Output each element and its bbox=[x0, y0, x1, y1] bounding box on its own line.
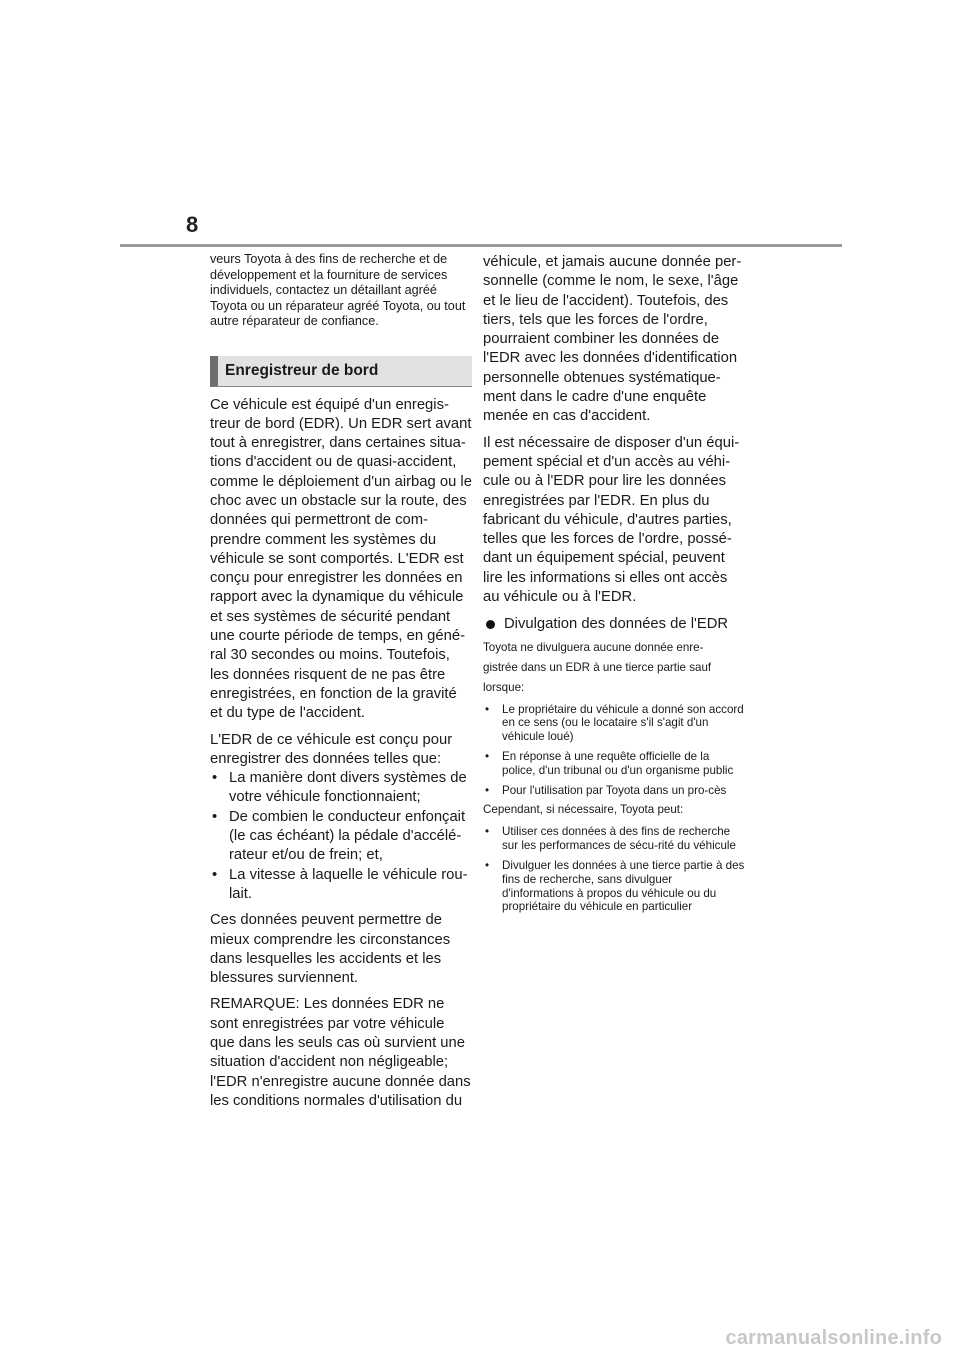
watermark: carmanualsonline.info bbox=[725, 1327, 942, 1349]
list-item: • De combien le conducteur enfonçait (le cas échéant) la pédale d'accélé-rateur et/ou de frein; et, bbox=[210, 808, 472, 866]
recorded-data-list bbox=[210, 769, 472, 904]
subheading-text: Divulgation des données de l'EDR bbox=[504, 616, 729, 633]
list-item: • La manière dont divers systèmes de votre véhicule fonctionnaient; bbox=[210, 769, 472, 808]
disclosure-line-2: gistrée dans un EDR à une tierce partie sauf bbox=[483, 660, 712, 674]
edr-paragraph-3: Ces données peuvent permettre de mieux comprendre les circonstances dans lesquelles les accidents et les blessures surviennent. bbox=[210, 912, 451, 987]
toyota-may-line: Cependant, si nécessaire, Toyota peut: bbox=[483, 803, 684, 817]
list-item: • Divulguer les données à une tierce partie à des fins de recherche, sans divulguer d'informations à propos du véhicule ou du propriétaire du véhicule en particulier bbox=[483, 859, 745, 914]
header-rule bbox=[120, 244, 842, 247]
right-column bbox=[483, 252, 745, 920]
disclosure-list bbox=[483, 703, 745, 798]
bullet-icon bbox=[486, 620, 495, 629]
edr-paragraph-1: Ce véhicule est équipé d'un enregis-treur de bord (EDR). Un EDR sert avant tout à enregistrer, dans certaines situa-tions d'accident ou de quasi-accident, comme le déploiement d'un airbag ou le choc avec un obstacle sur la route, des données qui permettront de com-prendre comment les systèmes du véhicule se sont comportés. L'EDR est conçu pour enregistrer les données en rapport avec la dynamique du véhicule et ses systèmes de sécurité pendant une courte période de temps, en géné-ral 30 secondes ou moins. Toutefois, les données risquent de ne pas être enregistrées, en fonction de la gravité et du type de l'accident. bbox=[210, 396, 472, 722]
toyota-may-list bbox=[483, 825, 745, 914]
disclosure-subheading bbox=[483, 615, 745, 634]
edr-paragraph-5: Il est nécessaire de disposer d'un équi-pement spécial et d'un accès au véhi-cule ou à l'EDR pour lire les données enregistrées par l'EDR. En plus du fabricant du véhicule, d'autres parties, telles que les forces de l'ordre, possé-dant un équipement spécial, peuvent lire les informations si elles ont accès au véhicule ou à l'EDR. bbox=[483, 434, 740, 606]
section-heading: Enregistreur de bord bbox=[210, 356, 472, 387]
list-item: • La vitesse à laquelle le véhicule rou-lait. bbox=[210, 866, 472, 905]
list-item: • Utiliser ces données à des fins de recherche sur les performances de sécu-rité du véhicule bbox=[483, 825, 745, 853]
left-column bbox=[210, 252, 472, 1118]
list-item: • Pour l'utilisation par Toyota dans un pro-cès bbox=[483, 784, 745, 798]
remark-paragraph: REMARQUE: Les données EDR ne sont enregistrées par votre véhicule que dans les seuls cas où survient une situation d'accident non négligeable; l'EDR n'enregistre aucune donnée dans les conditions normales d'utilisation du bbox=[210, 996, 471, 1109]
edr-paragraph-4: véhicule, et jamais aucune donnée per-sonnelle (comme le nom, le sexe, l'âge et le lieu de l'accident). Toutefois, des tiers, tels que les forces de l'ordre, pourraient combiner les données de l'EDR avec les données d'identification personnelle obtenues systématique-ment dans le cadre d'une enquête menée en cas d'accident. bbox=[483, 254, 742, 425]
intro-paragraph: veurs Toyota à des fins de recherche et de développement et la fourniture de services individuels, contactez un détaillant agréé Toyota ou un réparateur agréé Toyota, ou tout autre réparateur de confiance. bbox=[210, 252, 466, 328]
disclosure-line-3: lorsque: bbox=[483, 680, 525, 694]
list-item: • En réponse à une requête officielle de la police, d'un tribunal ou d'un organisme public bbox=[483, 750, 745, 778]
edr-paragraph-2: L'EDR de ce véhicule est conçu pour enregistrer des données telles que: bbox=[210, 731, 453, 767]
list-item: • Le propriétaire du véhicule a donné son accord en ce sens (ou le locataire s'il s'agit d'un véhicule loué) bbox=[483, 703, 745, 744]
disclosure-line-1: Toyota ne divulguera aucune donnée enre- bbox=[483, 640, 704, 654]
page-number: 8 bbox=[186, 212, 199, 237]
